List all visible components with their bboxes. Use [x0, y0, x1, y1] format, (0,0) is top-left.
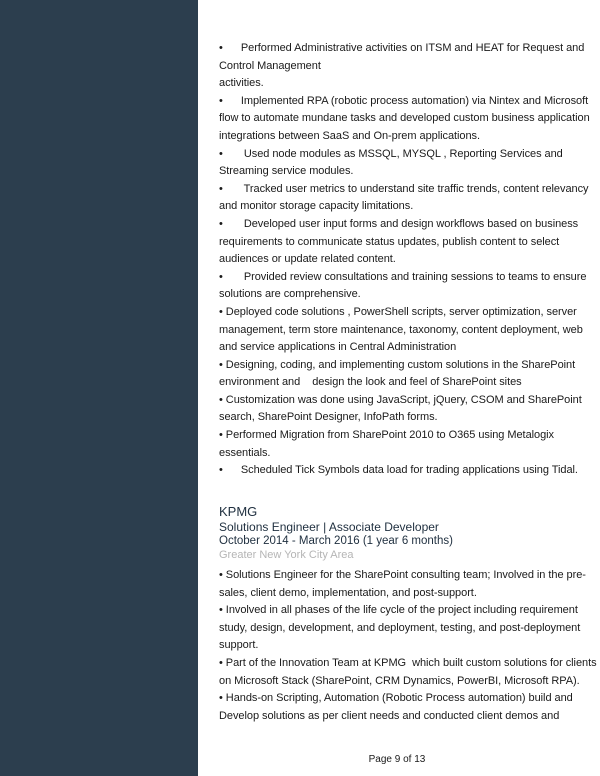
text-line: essentials. — [219, 446, 271, 459]
text-line: search, SharePoint Designer, InfoPath forms. — [219, 411, 438, 424]
text-line: • Designing, coding, and implementing custom solutions in the SharePoint — [219, 358, 576, 371]
text-line: audiences or update related content. — [219, 253, 396, 266]
text-line: study, design, development, and deployment, testing, and post-deployment — [219, 621, 581, 634]
page-number: Page 9 of 13 — [368, 754, 426, 765]
text-line: integrations between SaaS and On-prem applications. — [219, 129, 480, 142]
job-location: Greater New York City Area — [219, 549, 354, 561]
text-line: support. — [219, 639, 259, 652]
text-line: • Involved in all phases of the life cycle of the project including requirement — [219, 604, 578, 617]
experience-bullets-kpmg — [219, 567, 597, 725]
text-line: • Scheduled Tick Symbols data load for trading applications using Tidal. — [219, 464, 578, 477]
sidebar-panel — [0, 0, 198, 776]
text-line: requirements to communicate status updates, publish content to select — [219, 235, 560, 248]
text-line: • Provided review consultations and training sessions to teams to ensure — [219, 270, 587, 283]
text-line: • Performed Migration from SharePoint 2010 to O365 using Metalogix — [219, 429, 555, 442]
text-line: on Microsoft Stack (SharePoint, CRM Dynamics, PowerBI, Microsoft RPA). — [219, 674, 580, 687]
text-line: activities. — [219, 77, 264, 90]
text-line: Develop solutions as per client needs and conducted client demos and — [219, 709, 560, 722]
text-line: • Tracked user metrics to understand site traffic trends, content relevancy — [219, 182, 589, 195]
text-line: • Part of the Innovation Team at KPMG which built custom solutions for clients — [219, 656, 597, 669]
text-line: • Solutions Engineer for the SharePoint consulting team; Involved in the pre- — [219, 569, 586, 581]
text-line: • Implemented RPA (robotic process automation) via Nintex and Microsoft — [219, 94, 589, 107]
text-line: management, term store maintenance, taxonomy, content deployment, web — [219, 323, 583, 336]
text-line: • Used node modules as MSSQL, MYSQL , Reporting Services and — [219, 147, 563, 160]
text-line: solutions are comprehensive. — [219, 288, 361, 301]
job-title: Solutions Engineer | Associate Developer — [219, 520, 439, 534]
text-line: sales, client demo, implementation, and post-support. — [219, 586, 477, 599]
job-dates: October 2014 - March 2016 (1 year 6 months) — [219, 535, 453, 547]
text-line: Control Management — [219, 59, 321, 72]
text-line: and service applications in Central Administration — [219, 341, 457, 354]
text-line: Streaming service modules. — [219, 165, 354, 178]
text-line: flow to automate mundane tasks and developed custom business application — [219, 112, 590, 125]
text-line: • Deployed code solutions , PowerShell scripts, server optimization, server — [219, 305, 577, 318]
text-line: • Developed user input forms and design workflows based on business — [219, 217, 579, 230]
text-line: • Hands-on Scripting, Automation (Robotic Process automation) build and — [219, 692, 573, 705]
experience-bullets-previous-role — [219, 40, 590, 480]
text-line: • Performed Administrative activities on ITSM and HEAT for Request and — [219, 42, 585, 54]
text-line: • Customization was done using JavaScript, jQuery, CSOM and SharePoint — [219, 393, 582, 406]
text-line: environment and design the look and feel of SharePoint sites — [219, 376, 522, 389]
text-line: and monitor storage capacity limitations. — [219, 200, 414, 213]
page-footer — [0, 754, 600, 765]
company-name: KPMG — [219, 504, 258, 519]
